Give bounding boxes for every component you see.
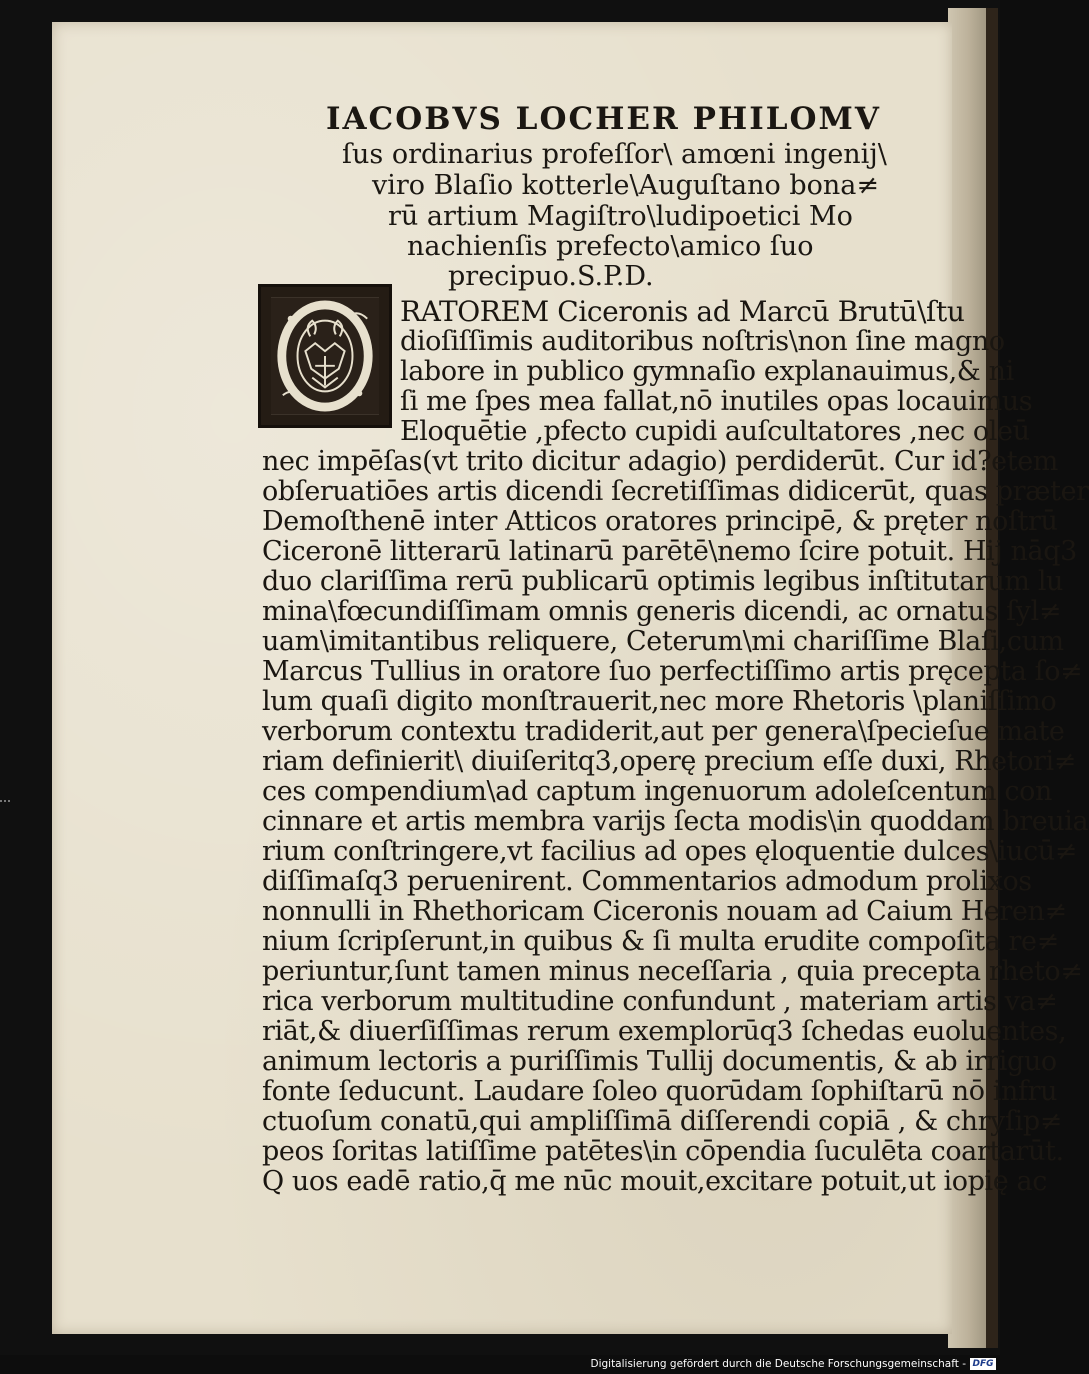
text-line: fonte ſeducunt. Laudare ſoleo quorūdam ſophiſtarū nō infru xyxy=(262,1076,1058,1107)
text-line: Q uos eadē ratio,q̄ me nūc mouit,excitare potuit,ut iopię ac xyxy=(262,1166,1047,1197)
text-line: dioſiſſimis auditoribus noſtris\non ſine magno xyxy=(400,326,1005,357)
text-line: uam\imitantibus reliquere, Ceterum\mi chariſſime Blaſi,cum xyxy=(262,626,1064,657)
text-line: Eloquētie ,pfecto cupidi auſcultatores ,nec oleū xyxy=(400,416,1030,447)
text-line: diſſimaſq3 peruenirent. Commentarios admodum prolixos xyxy=(262,866,1032,897)
text-line: verborum contextu tradiderit,aut per genera\ſpecieſue mate xyxy=(262,716,1065,747)
text-line: mina\fœcundiſſimam omnis generis dicendi, ac ornatus ſyl≠ xyxy=(262,596,1062,627)
heading-line: ſus ordinarius profeſſor\ amœni ingenij\ xyxy=(342,139,887,170)
text-line: rica verborum multitudine confundunt , materiam artis va≠ xyxy=(262,986,1058,1017)
dfg-logo: DFG xyxy=(970,1358,996,1370)
text-line: peos ſoritas latiſſime patētes\in cōpendia ſuculēta coartarūt. xyxy=(262,1136,1064,1167)
text-line: riāt,& diuerſiſſimas rerum exemplorūq3 ſchedas euoluentes, xyxy=(262,1016,1067,1047)
text-line: nec impēſas(vt trito dicitur adagio) perdiderūt. Cur id?etem xyxy=(262,446,1058,477)
text-line: labore in publico gymnaſio explanauimus,& ni xyxy=(400,356,1014,387)
text-line: ſi me ſpes mea fallat,nō inutiles opas locauimus xyxy=(400,386,1033,417)
text-line: periuntur,ſunt tamen minus neceſſaria , quia precepta rheto≠ xyxy=(262,956,1083,987)
digitization-credit: Digitalisierung gefördert durch die Deutsche Forschungsgemeinschaft - xyxy=(590,1358,966,1370)
text-line: cinnare et artis membra varijs ſecta modis\in quoddam breuia xyxy=(262,806,1089,837)
heading-line: rū artium Magiſtro\ludipoetici Mo xyxy=(388,201,853,232)
text-line: rium conſtringere,vt facilius ad opes ęloquentie dulces\iucū≠ xyxy=(262,836,1078,867)
digitization-credit-bar xyxy=(0,1355,1000,1374)
text-line: ces compendium\ad captum ingenuorum adoleſcentum con xyxy=(262,776,1052,807)
text-line: animum lectoris a puriſſimis Tullij documentis, & ab irriguo xyxy=(262,1046,1057,1077)
text-line: ctuoſum conatū,qui ampliſſimā diſſerendi copiā , & chryſip≠ xyxy=(262,1106,1062,1137)
heading-line: IACOBVS LOCHER PHILOMV xyxy=(326,101,881,137)
text-line: obſeruatiōes artis dicendi ſecretiſſimas didicerūt, quas præter xyxy=(262,476,1089,507)
heading-line: viro Blaſio kotterle\Auguſtano bona≠ xyxy=(372,170,879,201)
text-line: Ciceronē litterarū latinarū parētē\nemo ſcire potuit. Hij nāq3 xyxy=(262,536,1077,567)
scan-edge-marks xyxy=(0,800,10,832)
heading-line: precipuo.S.P.D. xyxy=(448,261,654,292)
text-line: nonnulli in Rhethoricam Ciceronis nouam ad Caium Heren≠ xyxy=(262,896,1067,927)
heading-line: nachienſis prefecto\amico ſuo xyxy=(407,231,814,262)
text-line: Marcus Tullius in oratore ſuo perfectiſſimo artis pręcepta ſo≠ xyxy=(262,656,1083,687)
book-page xyxy=(52,22,1089,1334)
text-line: RATOREM Ciceronis ad Marcū Brutū\ſtu xyxy=(400,295,965,328)
text-line: riam definierit\ diuiſeritq3,operę precium eſſe duxi, Rhetori≠ xyxy=(262,746,1077,777)
page-body-text xyxy=(52,22,1089,1322)
text-line: lum quaſi digito monſtrauerit,nec more Rhetoris \planiſſimo xyxy=(262,686,1057,717)
text-line: Demoſthenē inter Atticos oratores principē, & pręter noſtrū xyxy=(262,506,1058,537)
text-line: nium ſcripſerunt,in quibus & ſi multa erudite compoſita re≠ xyxy=(262,926,1059,957)
text-line: duo clariſſima rerū publicarū optimis legibus inſtitutarum lu xyxy=(262,566,1064,597)
